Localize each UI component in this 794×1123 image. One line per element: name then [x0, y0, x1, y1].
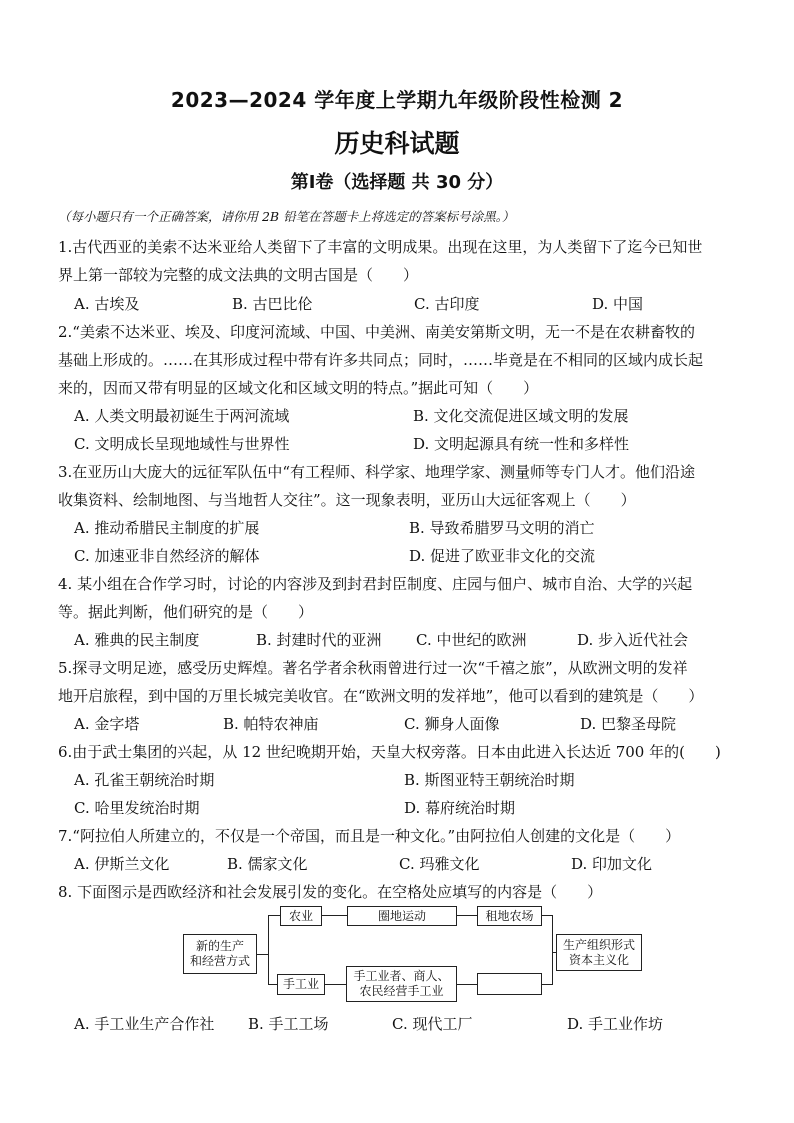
question-1-option-b: B. 古巴比伦	[232, 295, 313, 313]
question-3-option-a: A. 推动希腊民主制度的扩展	[74, 519, 260, 537]
diagram-capitalism-box: 生产组织形式 资本主义化	[556, 934, 642, 971]
question-7-option-c: C. 玛雅文化	[399, 855, 480, 873]
question-3-option-d: D. 促进了欧亚非文化的交流	[409, 547, 596, 565]
question-1-option-c: C. 古印度	[414, 295, 480, 313]
question-2-line-3: 来的，因而又带有明显的区域文化和区域文明的特点。”据此可知（ ）	[58, 379, 539, 397]
question-4-line-1: 4. 某小组在合作学习时，讨论的内容涉及到封君封臣制度、庄园与佃户、城市自治、大学的兴起	[58, 575, 693, 593]
subject-title: 历史科试题	[334, 129, 460, 158]
question-2-line-1: 2.“美索不达米亚、埃及、印度河流域、中国、中美洲、南美安第斯文明，无一不是在农耕畜牧的	[58, 323, 695, 341]
diagram-handicraft-box: 手工业	[277, 974, 325, 995]
diagram-connector	[268, 915, 269, 985]
diagram-enclosure-box: 圈地运动	[347, 906, 457, 926]
diagram-connector	[322, 915, 347, 916]
question-8-line-1: 8. 下面图示是西欧经济和社会发展引发的变化。在空格处应填写的内容是（ ）	[58, 883, 603, 901]
diagram-connector	[257, 954, 268, 955]
diagram-new-production-box: 新的生产 和经营方式	[183, 934, 257, 974]
question-2-option-b: B. 文化交流促进区域文明的发展	[413, 407, 629, 425]
question-7-option-b: B. 儒家文化	[227, 855, 308, 873]
question-3-line-2: 收集资料、绘制地图、与当地哲人交往”。这一现象表明，亚历山大远征客观上（ ）	[58, 491, 636, 509]
diagram-connector	[268, 915, 280, 916]
question-1-option-a: A. 古埃及	[74, 295, 140, 313]
question-8-option-a: A. 手工业生产合作社	[74, 1015, 215, 1033]
question-4-option-c: C. 中世纪的欧洲	[416, 631, 527, 649]
question-6-option-a: A. 孔雀王朝统治时期	[74, 771, 215, 789]
question-3-option-c: C. 加速亚非自然经济的解体	[74, 547, 260, 565]
question-7-option-a: A. 伊斯兰文化	[74, 855, 170, 873]
question-7-line-1: 7.“阿拉伯人所建立的，不仅是一个帝国，而且是一种文化。”由阿拉伯人创建的文化是（ ）	[58, 827, 681, 845]
question-4-line-2: 等。据此判断，他们研究的是（ ）	[58, 603, 314, 621]
question-5-option-a: A. 金字塔	[74, 715, 140, 733]
diagram-workers-box: 手工业者、商人、 农民经营手工业	[346, 966, 457, 1002]
question-6-line-1: 6.由于武士集团的兴起，从 12 世纪晚期开始，天皇大权旁落。日本由此进入长达近 700 年的( )	[58, 743, 721, 761]
question-3-option-b: B. 导致希腊罗马文明的消亡	[409, 519, 595, 537]
question-2-option-c: C. 文明成长呈现地域性与世界性	[74, 435, 290, 453]
question-6-option-d: D. 幕府统治时期	[404, 799, 516, 817]
diagram-agriculture-box: 农业	[280, 906, 322, 926]
instructions: （每小题只有一个正确答案，请你用 2B 铅笔在答题卡上将选定的答案标号涂黑。）	[58, 209, 515, 224]
diagram-farm-box: 租地农场	[477, 906, 542, 926]
question-2-line-2: 基础上形成的。……在其形成过程中带有许多共同点；同时，……毕竟是在不相同的区域内成长起	[58, 351, 704, 369]
section-title: 第Ⅰ卷（选择题 共 30 分）	[290, 172, 504, 193]
question-5-option-c: C. 狮身人面像	[404, 715, 500, 733]
question-4-option-d: D. 步入近代社会	[577, 631, 689, 649]
question-8-option-d: D. 手工业作坊	[567, 1015, 664, 1033]
question-2-option-a: A. 人类文明最初诞生于两河流域	[74, 407, 290, 425]
question-7-option-d: D. 印加文化	[571, 855, 653, 873]
question-5-option-d: D. 巴黎圣母院	[580, 715, 677, 733]
question-8-option-b: B. 手工工场	[248, 1015, 329, 1033]
question-1-line-1: 1.古代西亚的美索不达米亚给人类留下了丰富的文明成果。出现在这里，为人类留下了迄今已知世	[58, 238, 703, 256]
diagram-connector	[552, 915, 553, 985]
question-4-option-b: B. 封建时代的亚洲	[256, 631, 382, 649]
diagram-connector	[268, 984, 277, 985]
question-4-option-a: A. 雅典的民主制度	[74, 631, 200, 649]
question-2-option-d: D. 文明起源具有统一性和多样性	[413, 435, 630, 453]
diagram-connector	[457, 915, 477, 916]
question-5-line-2: 地开启旅程，到中国的万里长城完美收官。在“欧洲文明的发祥地”，他可以看到的建筑是（ ）	[58, 687, 704, 705]
exam-title: 2023—2024 学年度上学期九年级阶段性检测 2	[170, 88, 624, 112]
question-6-option-c: C. 哈里发统治时期	[74, 799, 200, 817]
diagram-connector	[542, 984, 552, 985]
question-5-option-b: B. 帕特农神庙	[223, 715, 319, 733]
diagram-blank-box	[477, 973, 542, 995]
question-5-line-1: 5.探寻文明足迹，感受历史辉煌。著名学者余秋雨曾进行过一次“千禧之旅”，从欧洲文明的发祥	[58, 659, 688, 677]
diagram-connector	[542, 915, 552, 916]
question-1-option-d: D. 中国	[592, 295, 644, 313]
diagram-connector	[325, 984, 346, 985]
diagram-connector	[457, 984, 477, 985]
question-8-option-c: C. 现代工厂	[392, 1015, 473, 1033]
question-6-option-b: B. 斯图亚特王朝统治时期	[404, 771, 575, 789]
question-1-line-2: 界上第一部较为完整的成文法典的文明古国是（ ）	[58, 266, 419, 284]
question-3-line-1: 3.在亚历山大庞大的远征军队伍中“有工程师、科学家、地理学家、测量师等专门人才。他们沿途	[58, 463, 695, 481]
